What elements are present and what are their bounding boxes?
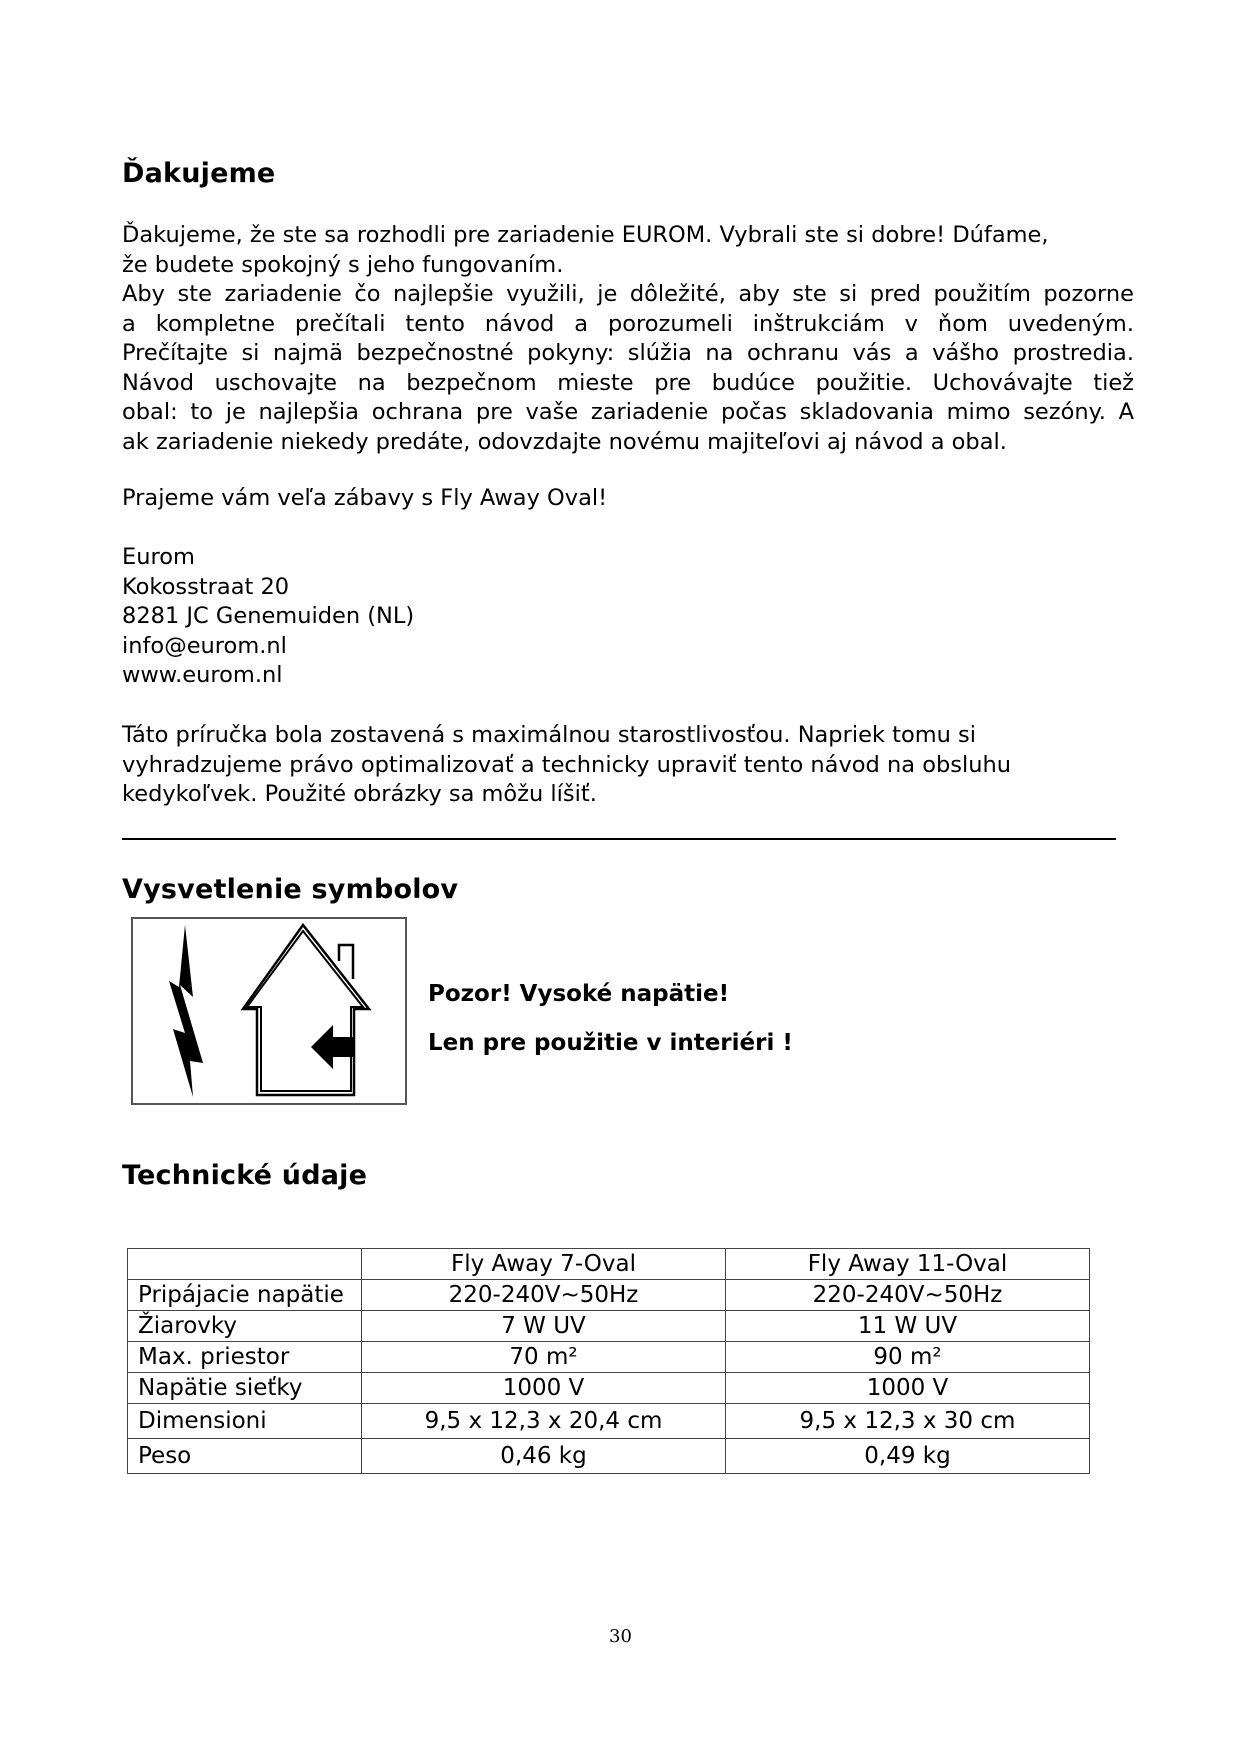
cell-value: 9,5 x 12,3 x 30 cm — [726, 1404, 1090, 1439]
row-label: Pripájacie napätie — [128, 1280, 362, 1311]
address-email[interactable]: info@eurom.nl — [122, 632, 287, 659]
cell-value: 220-240V~50Hz — [362, 1280, 726, 1311]
row-label: Dimensioni — [128, 1404, 362, 1439]
disclaimer-line: kedykoľvek. Použité obrázky sa môžu líšiť. — [122, 781, 597, 807]
address-block — [122, 543, 1134, 691]
table-row — [128, 1280, 1090, 1311]
intro-paragraph — [122, 221, 1134, 457]
row-label: Napätie sieťky — [128, 1373, 362, 1404]
cell-value: 220-240V~50Hz — [726, 1280, 1090, 1311]
cell-value: 1000 V — [362, 1373, 726, 1404]
header-cell-model-11: Fly Away 11-Oval — [726, 1249, 1090, 1280]
row-label: Žiarovky — [128, 1311, 362, 1342]
table-row — [128, 1373, 1090, 1404]
cell-value: 90 m² — [726, 1342, 1090, 1373]
row-label: Peso — [128, 1439, 362, 1474]
section-divider — [122, 838, 1116, 840]
disclaimer-line: vyhradzujeme právo optimalizovať a technicky upraviť tento návod na obsluhu — [122, 751, 1011, 778]
table-header-row — [128, 1249, 1090, 1280]
intro-line: obal: to je najlepšia ochrana pre vaše zariadenie počas skladovania mimo sezóny. A — [122, 399, 1134, 425]
address-company: Eurom — [122, 544, 195, 570]
cell-value: 1000 V — [726, 1373, 1090, 1404]
cell-value: 9,5 x 12,3 x 20,4 cm — [362, 1404, 726, 1439]
cell-value: 0,46 kg — [362, 1439, 726, 1474]
row-label: Max. priestor — [128, 1342, 362, 1373]
disclaimer-paragraph — [122, 721, 1134, 810]
wish-text: Prajeme vám veľa zábavy s Fly Away Oval! — [122, 485, 608, 511]
intro-line: Aby ste zariadenie čo najlepšie využili, je dôležité, aby ste si pred použitím pozorne — [122, 281, 1134, 307]
intro-line: ak zariadenie niekedy predáte, odovzdajte novému majiteľovi aj návod a obal. — [122, 428, 1007, 455]
table-row — [128, 1439, 1090, 1474]
intro-line: a kompletne prečítali tento návod a porozumeli inštrukciám v ňom uvedeným. — [122, 310, 1134, 337]
table-row — [128, 1311, 1090, 1342]
address-city: 8281 JC Genemuiden (NL) — [122, 603, 415, 629]
address-street: Kokosstraat 20 — [122, 573, 290, 600]
header-cell-empty — [128, 1249, 362, 1280]
indoor-only-warning: Len pre použitie v interiéri ! — [428, 1030, 793, 1056]
symbols-image — [131, 917, 407, 1105]
header-cell-model-7: Fly Away 7-Oval — [362, 1249, 726, 1280]
intro-line: Prečítajte si najmä bezpečnostné pokyny: slúžia na ochranu vás a vášho prostredia. — [122, 340, 1134, 366]
cell-value: 7 W UV — [362, 1311, 726, 1342]
table-row — [128, 1342, 1090, 1373]
page-number: 30 — [609, 1626, 632, 1647]
cell-value: 70 m² — [362, 1342, 726, 1373]
cell-value: 11 W UV — [726, 1311, 1090, 1342]
intro-line: že budete spokojný s jeho fungovaním. — [122, 251, 564, 278]
symbols-svg — [133, 919, 409, 1107]
high-voltage-warning: Pozor! Vysoké napätie! — [428, 981, 730, 1007]
lightning-bolt-icon — [169, 925, 203, 1097]
intro-line: Ďakujeme, že ste sa rozhodli pre zariadenie EUROM. Vybrali ste si dobre! Dúfame, — [122, 222, 1049, 248]
cell-value: 0,49 kg — [726, 1439, 1090, 1474]
house-indoor-icon — [243, 925, 369, 1095]
thanks-heading: Ďakujeme — [122, 158, 276, 189]
address-web[interactable]: www.eurom.nl — [122, 662, 283, 688]
intro-line: Návod uschovajte na bezpečnom mieste pre budúce použitie. Uchovávajte tiež — [122, 369, 1134, 396]
disclaimer-line: Táto príručka bola zostavená s maximálnou starostlivosťou. Napriek tomu si — [122, 722, 977, 748]
specs-heading: Technické údaje — [122, 1160, 368, 1191]
table-row — [128, 1404, 1090, 1439]
specs-table — [127, 1248, 1090, 1474]
symbols-heading: Vysvetlenie symbolov — [122, 874, 459, 905]
